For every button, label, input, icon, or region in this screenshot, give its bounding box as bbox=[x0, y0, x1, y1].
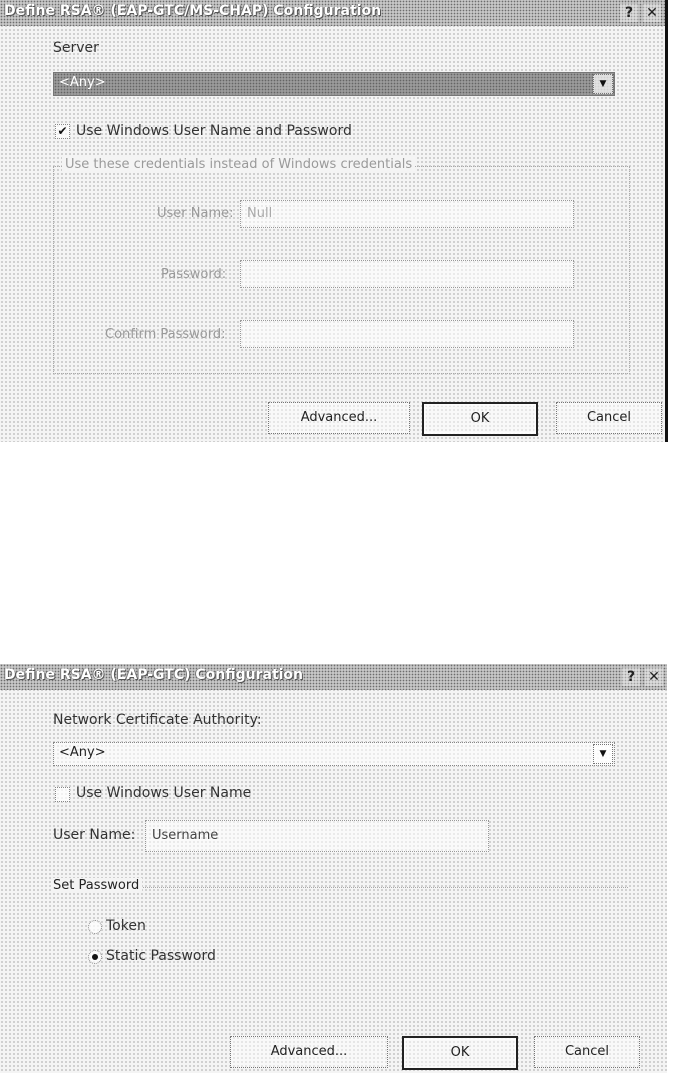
use-windows-username-label: Use Windows User Name bbox=[76, 785, 252, 801]
dialog-title: Define RSA® (EAP-GTC) Configuration bbox=[4, 667, 304, 683]
confirm-password-field[interactable] bbox=[240, 320, 574, 348]
checkmark-icon: ✔ bbox=[57, 124, 68, 138]
server-select[interactable] bbox=[53, 72, 615, 96]
cancel-button[interactable]: Cancel bbox=[556, 402, 662, 434]
chevron-down-icon[interactable]: ▼ bbox=[593, 744, 613, 764]
dialog-title: Define RSA® (EAP-GTC/MS-CHAP) Configuration bbox=[4, 3, 382, 19]
advanced-button[interactable]: Advanced... bbox=[230, 1036, 388, 1068]
username-value: Null bbox=[247, 206, 273, 221]
server-label: Server bbox=[53, 40, 99, 56]
use-windows-username-checkbox[interactable] bbox=[55, 787, 70, 802]
password-label: Password: bbox=[161, 267, 227, 282]
static-password-radio[interactable] bbox=[88, 950, 102, 964]
certificate-authority-select[interactable] bbox=[53, 742, 615, 766]
ok-button[interactable]: OK bbox=[422, 402, 538, 436]
use-windows-credentials-checkbox[interactable] bbox=[55, 124, 70, 139]
close-button[interactable]: ✕ bbox=[645, 668, 663, 686]
set-password-title: Set Password bbox=[53, 878, 142, 893]
title-bar[interactable] bbox=[0, 664, 667, 690]
title-bar[interactable] bbox=[0, 0, 665, 26]
cancel-button[interactable]: Cancel bbox=[534, 1036, 640, 1068]
certificate-authority-value: <Any> bbox=[59, 745, 106, 760]
username-value: Username bbox=[152, 828, 219, 843]
help-button[interactable]: ? bbox=[620, 4, 638, 22]
rsa-mschap-config-dialog bbox=[0, 0, 668, 442]
username-field[interactable] bbox=[145, 820, 489, 852]
rsa-gtc-config-dialog bbox=[0, 664, 667, 1073]
confirm-password-label: Confirm Password: bbox=[105, 327, 226, 342]
password-field[interactable] bbox=[240, 260, 574, 288]
server-select-value: <Any> bbox=[59, 75, 106, 90]
token-radio[interactable] bbox=[88, 920, 102, 934]
static-password-label: Static Password bbox=[106, 948, 216, 964]
certificate-authority-label: Network Certificate Authority: bbox=[53, 712, 262, 728]
credentials-group-title: Use these credentials instead of Windows credentials bbox=[62, 157, 415, 172]
username-label: User Name: bbox=[157, 206, 234, 221]
token-label: Token bbox=[106, 918, 146, 934]
close-button[interactable]: ✕ bbox=[643, 4, 661, 22]
chevron-down-icon[interactable]: ▼ bbox=[593, 74, 613, 94]
help-button[interactable]: ? bbox=[622, 668, 640, 686]
username-label: User Name: bbox=[53, 827, 136, 843]
username-field[interactable] bbox=[240, 200, 574, 228]
use-windows-credentials-label: Use Windows User Name and Password bbox=[76, 123, 352, 139]
advanced-button[interactable]: Advanced... bbox=[268, 402, 410, 434]
ok-button[interactable]: OK bbox=[402, 1036, 518, 1070]
